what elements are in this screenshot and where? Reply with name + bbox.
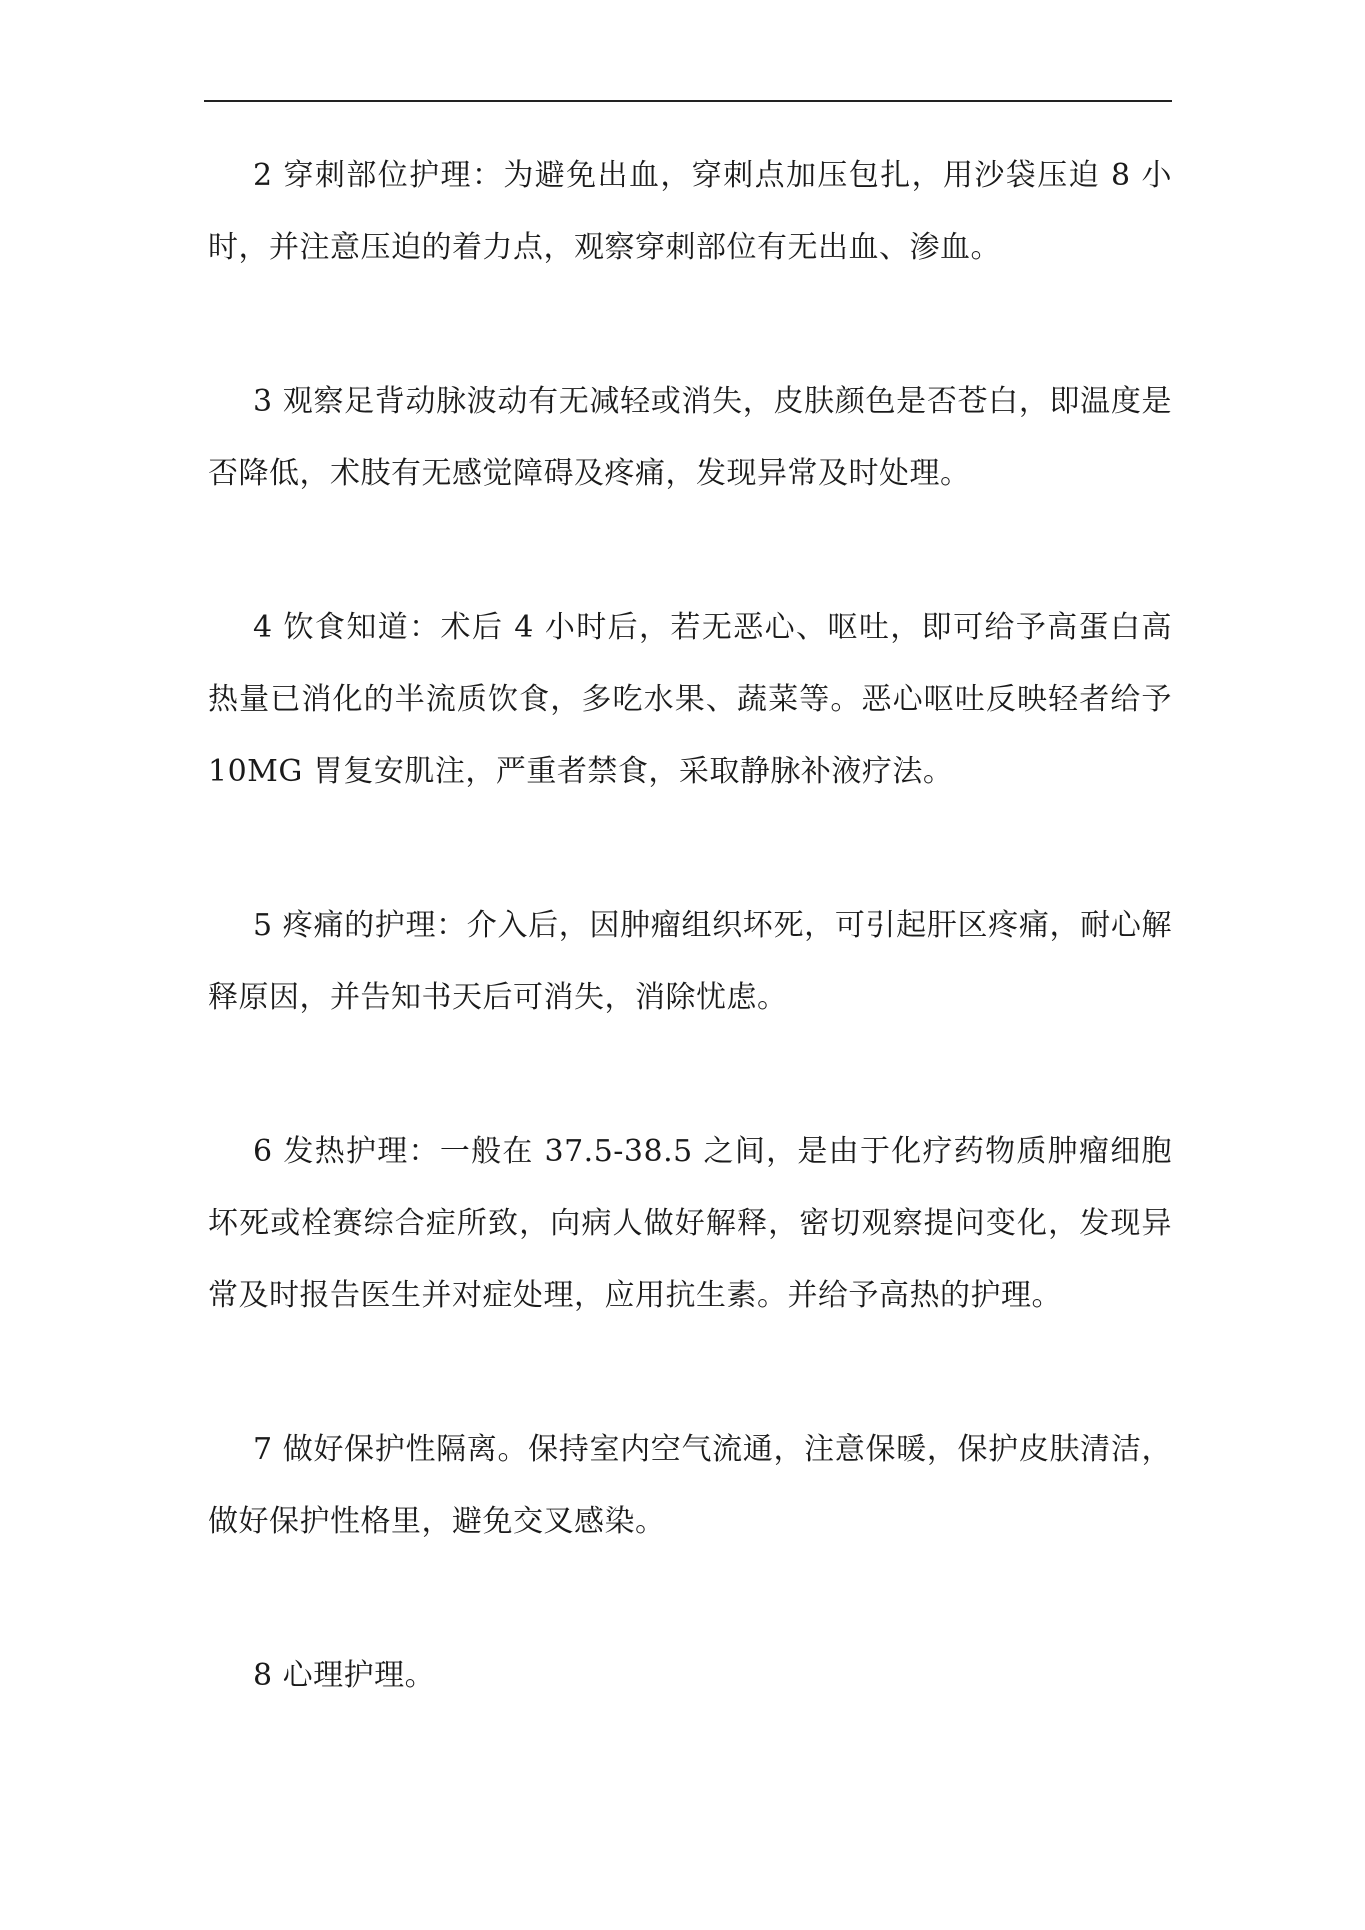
paragraph-fever-care: 6 发热护理：一般在 37.5-38.5 之间，是由于化疗药物质肿瘤细胞坏死或栓赛综合症所致，向病人做好解释，密切观察提问变化，发现异常及时报告医生并对症处理，应用抗生素。并给予高热的护理。: [208, 1134, 1172, 1313]
paragraph-pain-care: 5 疼痛的护理：介入后，因肿瘤组织坏死，可引起肝区疼痛，耐心解释原因，并告知书天后可消失，消除忧虑。: [208, 908, 1172, 1015]
paragraph-dorsalis-pedis-observation: 3 观察足背动脉波动有无减轻或消失，皮肤颜色是否苍白，即温度是否降低，术肢有无感觉障碍及疼痛，发现异常及时处理。: [208, 384, 1172, 491]
header-rule: [204, 100, 1172, 102]
document-body: [208, 140, 1172, 1712]
paragraph-diet-guidance: 4 饮食知道：术后 4 小时后，若无恶心、呕吐，即可给予高蛋白高热量已消化的半流质饮食，多吃水果、蔬菜等。恶心呕吐反映轻者给予 10MG 胃复安肌注，严重者禁食，采取静脉补液疗法。: [208, 610, 1172, 789]
paragraph-protective-isolation: 7 做好保护性隔离。保持室内空气流通，注意保暖，保护皮肤清洁，做好保护性格里，避免交叉感染。: [208, 1432, 1172, 1539]
paragraph-psychological-care: 8 心理护理。: [253, 1658, 436, 1693]
paragraph-puncture-site-care: 2 穿刺部位护理：为避免出血，穿刺点加压包扎，用沙袋压迫 8 小时，并注意压迫的着力点，观察穿刺部位有无出血、渗血。: [208, 158, 1172, 265]
